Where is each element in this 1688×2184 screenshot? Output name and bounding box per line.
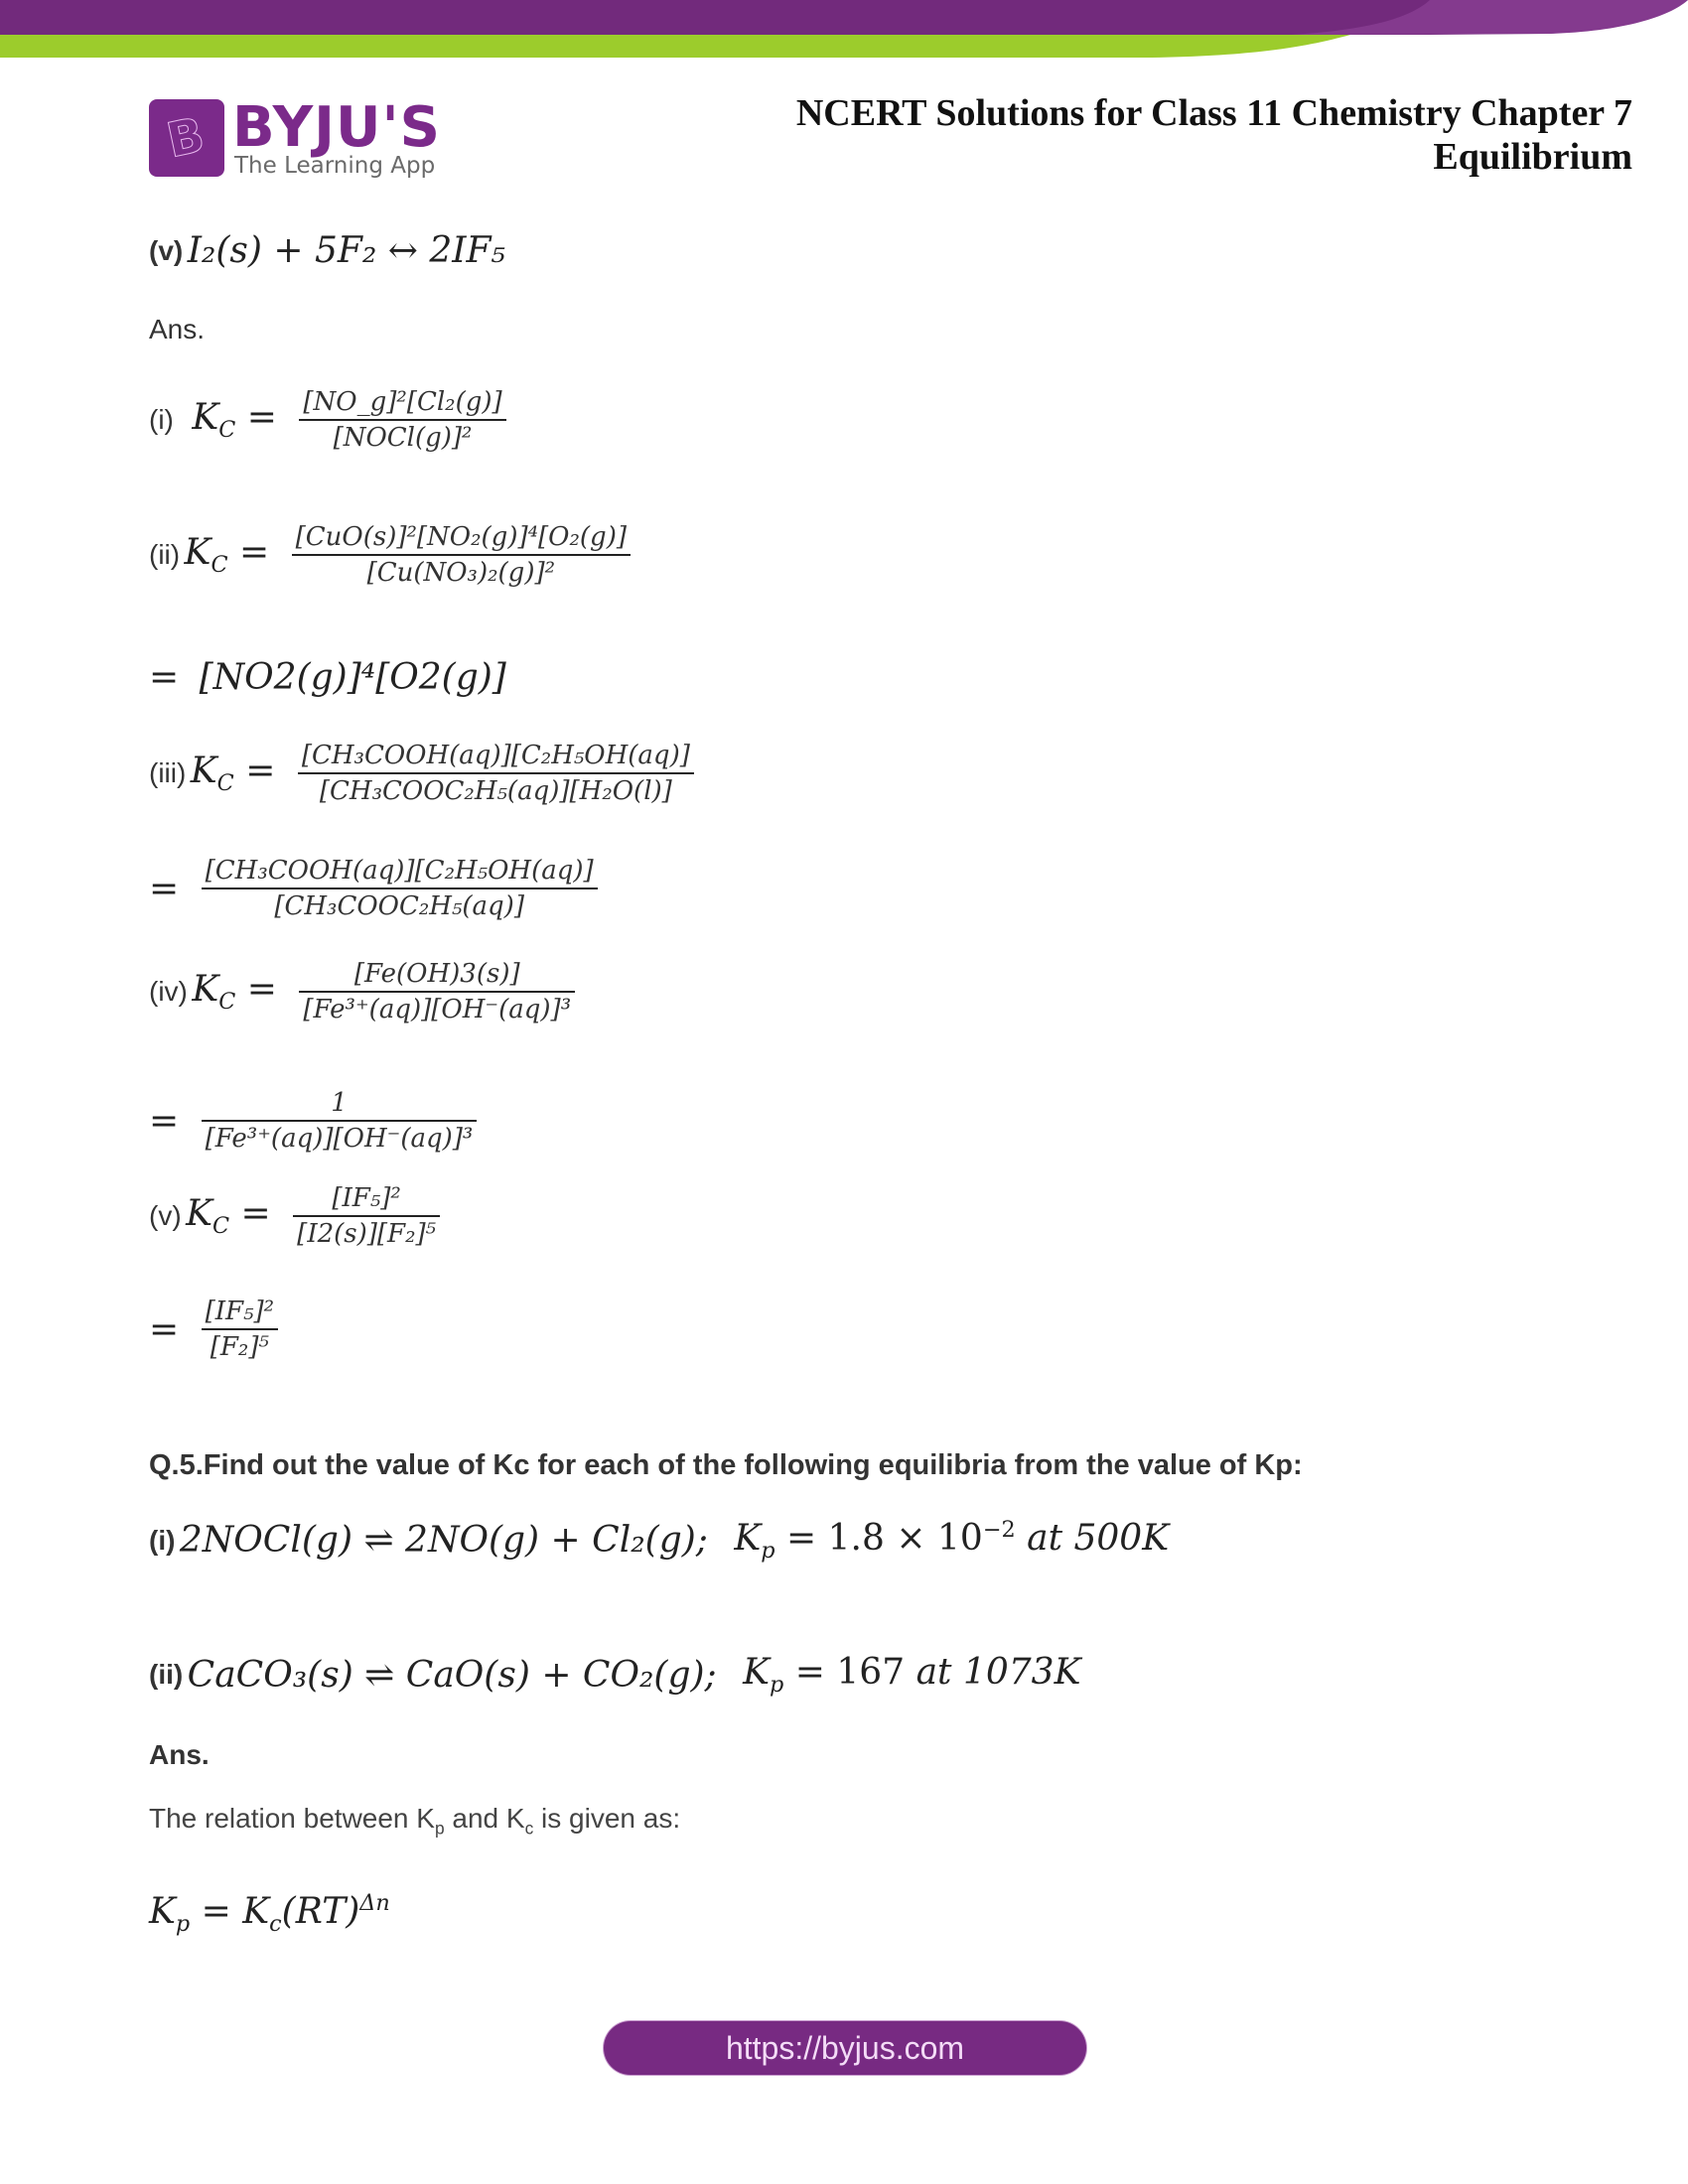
numerator: [NO_g]²[Cl₂(g)] (299, 387, 505, 421)
kp-expression: $K_p = 1.8 \times 10^{-2}$ at 500K (734, 1517, 1170, 1565)
equation: 2NOCl(g) ⇌ 2NO(g) + Cl₂(g); (179, 1520, 708, 1562)
numerator: [Fe(OH)3(s)] (299, 959, 575, 993)
answer-label: Ans. (149, 314, 206, 344)
fraction (298, 741, 694, 806)
header-banner (0, 0, 1688, 69)
expression: [NO2(g)]⁴[O2(g)] (199, 657, 506, 698)
fraction (299, 387, 505, 453)
answer-v-simplified (149, 1297, 278, 1362)
part-label: (iv) (149, 976, 188, 1007)
logo-icon (149, 99, 224, 177)
answer-i (149, 387, 506, 453)
logo-b-glyph: B (162, 106, 210, 170)
answer-v (149, 1183, 440, 1249)
part-label: (v) (149, 234, 184, 266)
equals-sign: = (149, 657, 180, 698)
byjus-logo (149, 95, 441, 181)
answer-iv-simplified (149, 1088, 477, 1154)
denominator: [CH₃COOC₂H₅(aq)][H₂O(l)] (319, 776, 672, 806)
part-label: (ii) (149, 1659, 184, 1691)
document-title-line2: Equilibrium (1433, 136, 1632, 178)
kp-expression: $K_p = 167$ at 1073K (743, 1652, 1081, 1699)
relation-text: The relation between $K_p$ and $K_c$ is given as: (149, 1803, 681, 1839)
kc-symbol: $K_C$ = (186, 1192, 271, 1240)
numerator: 1 (202, 1088, 478, 1122)
kc-symbol: $K_C$ = (192, 396, 277, 444)
numerator: [IF₅]² (293, 1183, 440, 1217)
part-label: (i) (149, 404, 174, 435)
fraction (293, 1183, 440, 1249)
fraction (292, 522, 631, 588)
fraction (202, 1088, 478, 1154)
answer-ii (149, 522, 631, 588)
kc-symbol: $K_C$ = (192, 968, 277, 1016)
formula: $K_p = K_c(RT)^{\Delta n}$ (149, 1890, 390, 1938)
document-title (796, 91, 1632, 179)
part-label: (ii) (149, 539, 181, 570)
numerator: [IF₅]² (202, 1297, 278, 1330)
equals-sign: = (149, 1100, 180, 1142)
equation: I₂(s) + 5F₂ ↔ 2IF₅ (187, 230, 505, 271)
fraction (202, 1297, 278, 1362)
denominator: [Fe³⁺(aq)][OH⁻(aq)]³ (303, 995, 572, 1024)
answer-ii-simplified (149, 657, 506, 698)
kc-symbol: $K_C$ = (184, 531, 270, 579)
q5-answer-label: Ans. (149, 1739, 210, 1770)
kp-kc-formula (149, 1890, 390, 1937)
document-title-line1: NCERT Solutions for Class 11 Chemistry Chapter 7 (795, 92, 1632, 134)
answer-iii-simplified (149, 856, 598, 921)
numerator: [CH₃COOH(aq)][C₂H₅OH(aq)] (298, 741, 694, 774)
q5-part-ii (149, 1652, 1080, 1698)
website-link-button[interactable]: https://byjus.com (604, 2021, 1086, 2075)
fraction (299, 959, 575, 1024)
fraction (202, 856, 598, 921)
q5-part-i (149, 1517, 1169, 1564)
denominator: [Fe³⁺(aq)][OH⁻(aq)]³ (205, 1124, 474, 1154)
numerator: [CuO(s)]²[NO₂(g)]⁴[O₂(g)] (292, 522, 631, 556)
denominator: [F₂]⁵ (210, 1332, 269, 1362)
kc-symbol: $K_C$ = (190, 750, 276, 797)
denominator: [NOCl(g)]² (333, 423, 473, 453)
denominator: [I2(s)][F₂]⁵ (297, 1219, 437, 1249)
equals-sign: = (149, 868, 180, 909)
brand-tagline: The Learning App (234, 153, 436, 179)
part-label: (i) (149, 1524, 176, 1556)
question-part-v (149, 230, 505, 271)
part-label: (v) (149, 1200, 182, 1231)
denominator: [CH₃COOC₂H₅(aq)] (274, 891, 524, 921)
numerator: [CH₃COOH(aq)][C₂H₅OH(aq)] (202, 856, 598, 889)
denominator: [Cu(NO₃)₂(g)]² (366, 558, 556, 588)
equals-sign: = (149, 1308, 180, 1350)
brand-name: BYJU'S (232, 95, 441, 160)
question-5: Q.5.Find out the value of Kc for each of the following equilibria from the value of Kp: (149, 1449, 1303, 1481)
part-label: (iii) (149, 757, 187, 788)
answer-iii (149, 741, 694, 806)
answer-iv (149, 959, 575, 1024)
equation: CaCO₃(s) ⇌ CaO(s) + CO₂(g); (187, 1654, 717, 1696)
